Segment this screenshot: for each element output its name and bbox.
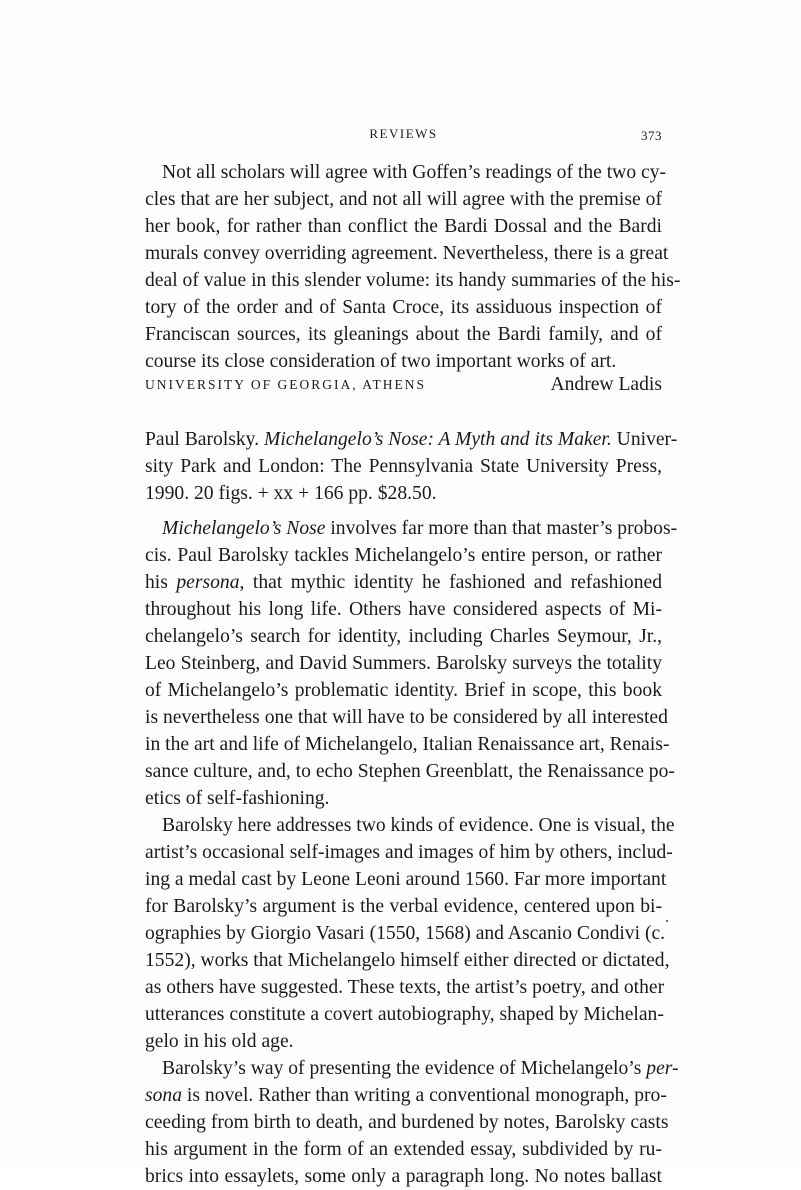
running-head — [145, 124, 662, 148]
running-title: REVIEWS — [369, 126, 438, 141]
page-number: 373 — [641, 128, 662, 143]
text-fragment: Barolsky’s way of presenting the evidence of Michelangelo’s — [162, 1058, 647, 1079]
text-fragment: his — [145, 572, 177, 593]
publication-details: 1990. 20 figs. + xx + 166 pp. $28.50. — [145, 483, 437, 504]
text-line: chelangelo’s search for identity, including Charles Seymour, Jr., — [145, 626, 662, 647]
italic-title: Michelangelo’s Nose — [162, 518, 326, 539]
text-fragment: is novel. Rather than writing a conventional monograph, pro- — [182, 1085, 667, 1106]
text-line: for Barolsky’s argument is the verbal evidence, centered upon bi- — [145, 896, 662, 917]
review-signature — [145, 372, 662, 398]
reviewer-affiliation: UNIVERSITY OF GEORGIA, ATHENS — [145, 377, 427, 392]
text-line: utterances constitute a covert autobiography, shaped by Michelan- — [145, 1004, 664, 1025]
text-line: 1552), works that Michelangelo himself either directed or dictated, — [145, 950, 670, 971]
text-line: throughout his long life. Others have considered aspects of Mi- — [145, 599, 662, 620]
text-line: his argument in the form of an extended essay, subdivided by ru- — [145, 1139, 662, 1160]
text-line — [162, 516, 678, 542]
text-line: in the art and life of Michelangelo, Italian Renaissance art, Renais- — [145, 734, 670, 755]
text-line — [162, 1056, 679, 1082]
text-line: ing a medal cast by Leone Leoni around 1560. Far more important — [145, 869, 667, 890]
text-line: sity Park and London: The Pennsylvania State University Press, — [145, 456, 662, 477]
text-line: gelo in his old age. — [145, 1031, 294, 1052]
text-line: ceeding from birth to death, and burdened by notes, Barolsky casts — [145, 1112, 669, 1133]
text-line: Franciscan sources, its gleanings about the Bardi family, and of — [145, 324, 662, 345]
text-line: Leo Steinberg, and David Summers. Barolsky surveys the totality — [145, 653, 662, 674]
text-line: tory of the order and of Santa Croce, its assiduous inspection of — [145, 297, 662, 318]
text-line: murals convey overriding agreement. Nevertheless, there is a great — [145, 243, 669, 264]
text-line: deal of value in this slender volume: its handy summaries of the his- — [145, 270, 681, 291]
text-line: sance culture, and, to echo Stephen Greenblatt, the Renaissance po- — [145, 761, 675, 782]
text-line: ographies by Giorgio Vasari (1550, 1568) and Ascanio Condivi (c. — [145, 923, 666, 944]
reviewer-name: Andrew Ladis — [550, 374, 662, 395]
text-line: course its close consideration of two important works of art. — [145, 351, 617, 372]
text-line: Not all scholars will agree with Goffen’s readings of the two cy- — [162, 162, 667, 183]
text-line: brics into essaylets, some only a paragraph long. No notes ballast — [145, 1166, 662, 1187]
text-line: cles that are her subject, and not all will agree with the premise of — [145, 189, 662, 210]
italic-term: per- — [646, 1058, 679, 1079]
text-fragment: Univer- — [616, 429, 678, 450]
text-fragment: involves far more than that master’s probos- — [325, 518, 678, 539]
text-line: is nevertheless one that will have to be considered by all interested — [145, 707, 668, 728]
book-author: Paul Barolsky. — [145, 429, 260, 450]
text-line — [145, 1083, 667, 1109]
scan-speck — [666, 920, 668, 922]
text-line: artist’s occasional self-images and images of him by others, includ- — [145, 842, 673, 863]
text-line: Barolsky here addresses two kinds of evidence. One is visual, the — [162, 815, 675, 836]
text-line: her book, for rather than conflict the Bardi Dossal and the Bardi — [145, 216, 662, 237]
text-line — [145, 570, 662, 596]
text-line: cis. Paul Barolsky tackles Michelangelo’s entire person, or rather — [145, 545, 662, 566]
text-line: as others have suggested. These texts, the artist’s poetry, and other — [145, 977, 665, 998]
italic-term: sona — [145, 1085, 183, 1106]
italic-term: persona — [176, 572, 240, 593]
book-title: Michelangelo’s Nose: A Myth and its Maker. — [264, 429, 612, 450]
text-line — [145, 427, 678, 453]
text-line: of Michelangelo’s problematic identity. Brief in scope, this book — [145, 680, 662, 701]
text-line: etics of self-fashioning. — [145, 788, 330, 809]
text-fragment: , that mythic identity he fashioned and refashioned — [239, 572, 662, 593]
